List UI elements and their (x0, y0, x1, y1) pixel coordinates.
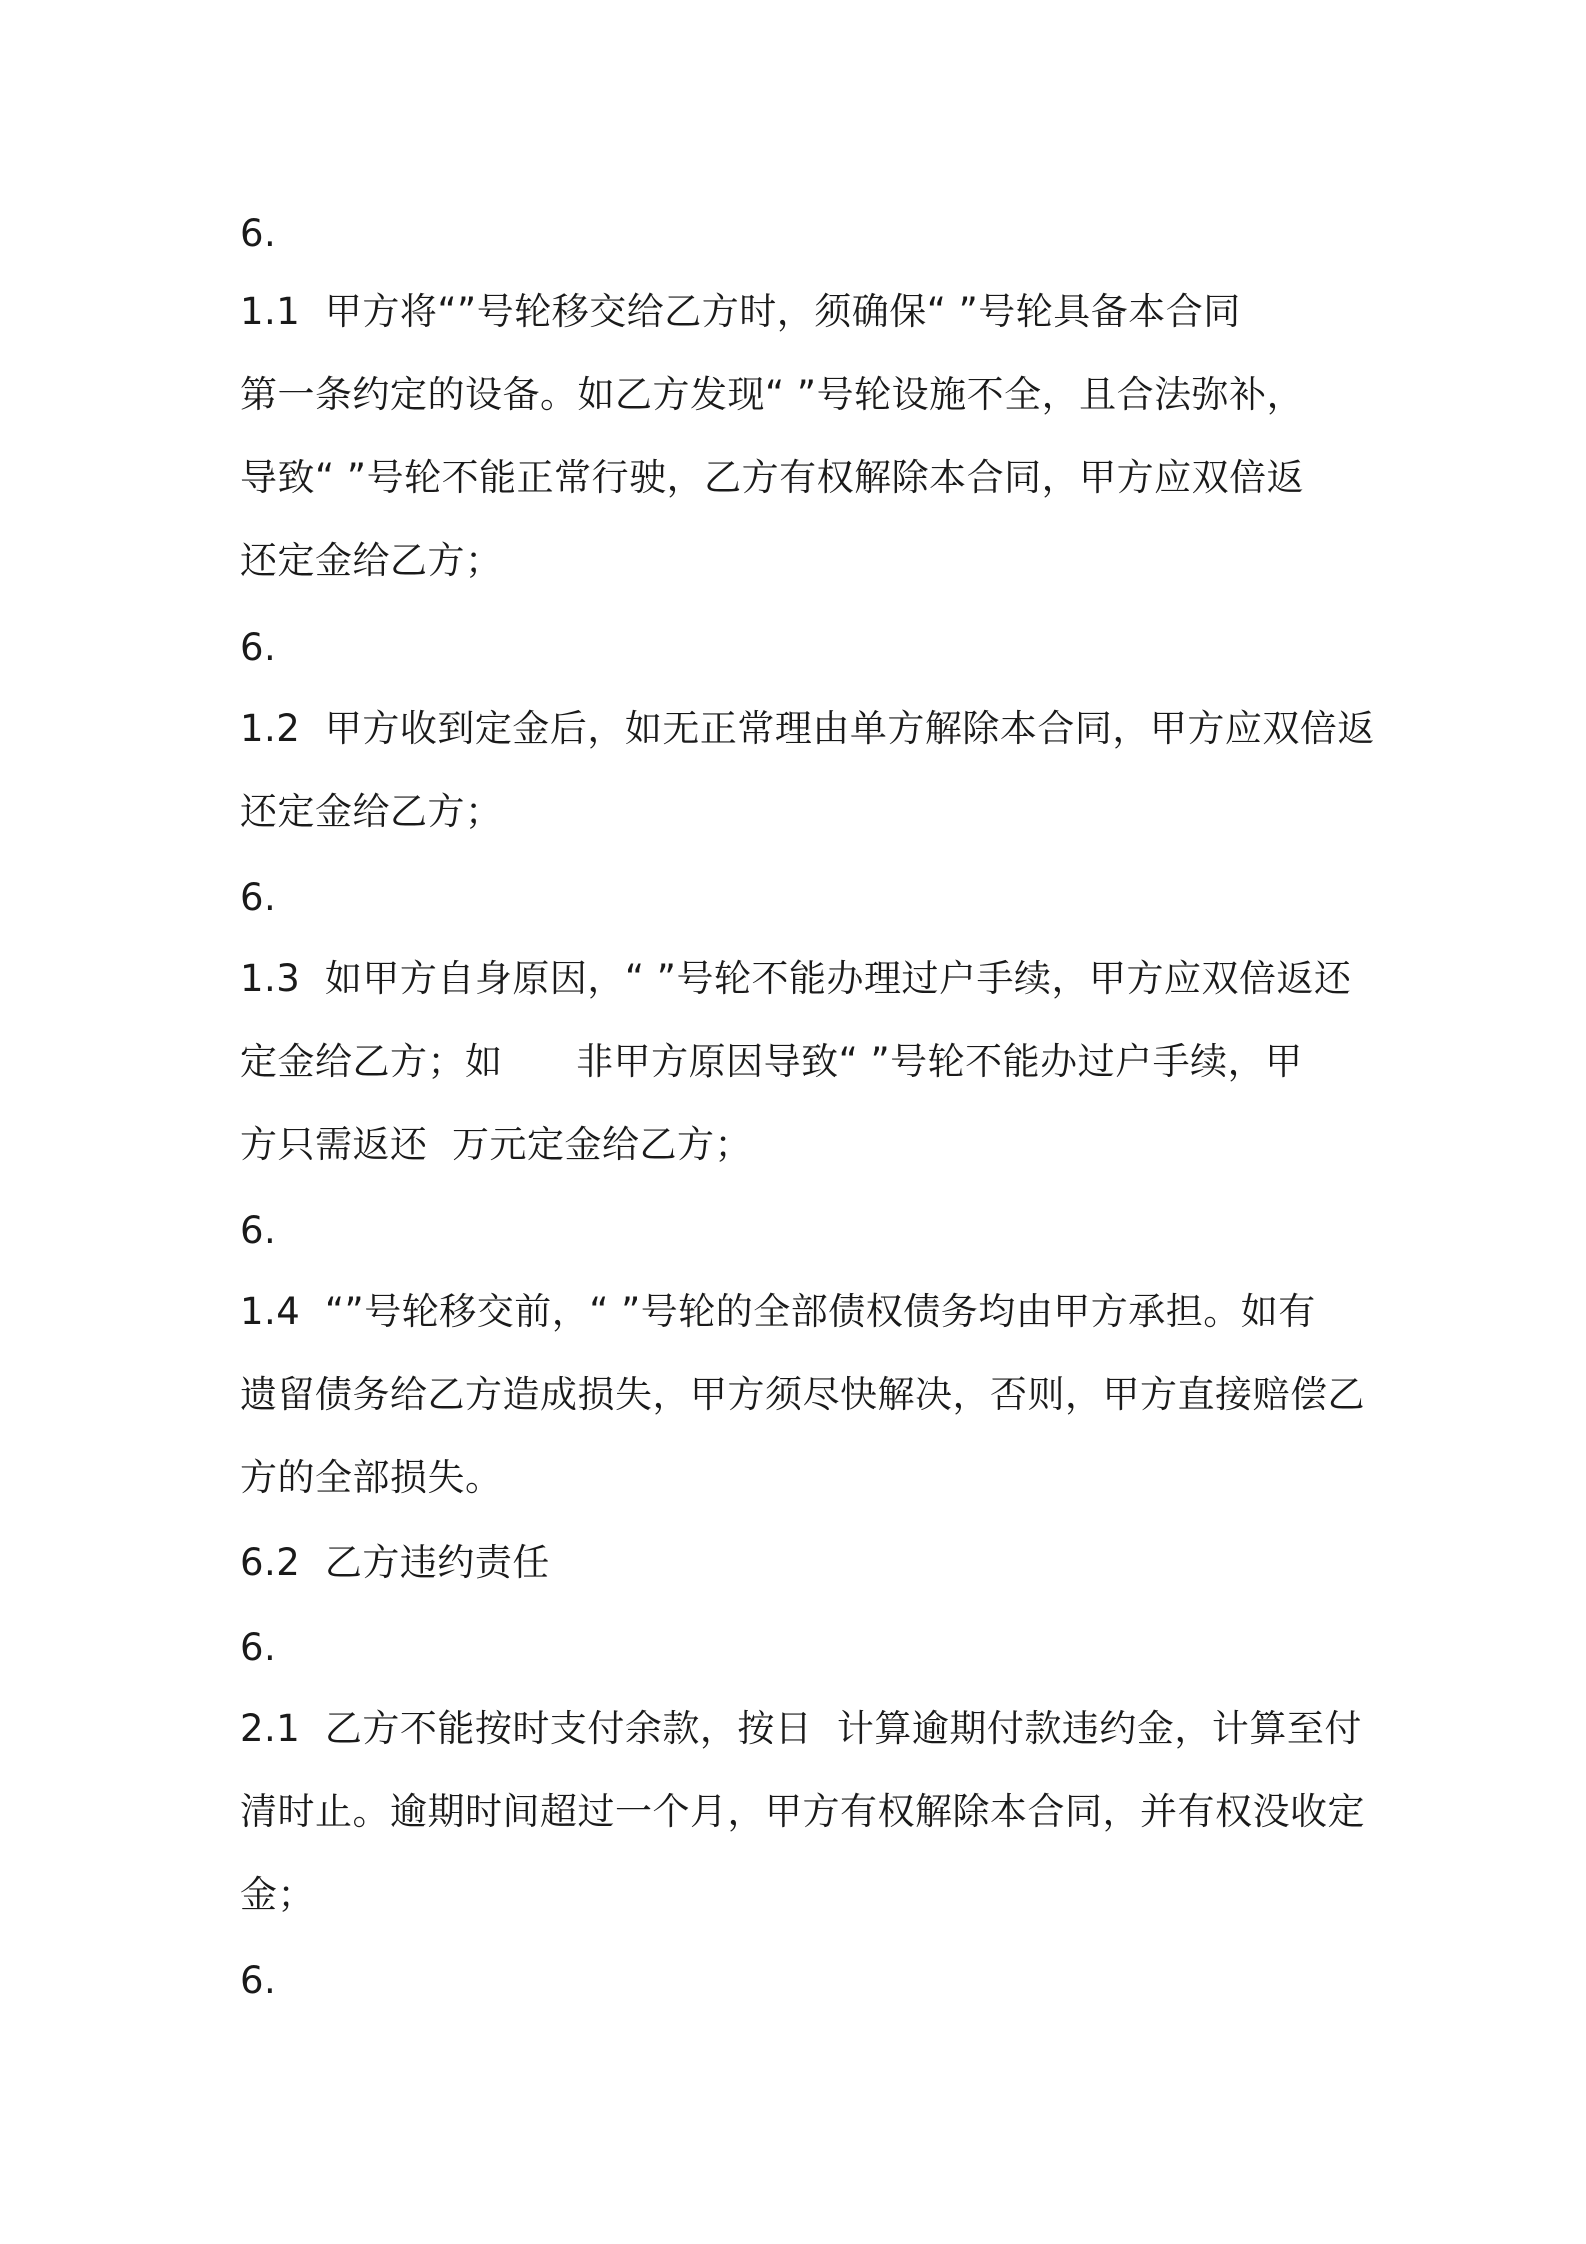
text-line: 6. (240, 212, 277, 255)
text-line: 2.1 乙方不能按时支付余款，按日 计算逾期付款违约金，计算至付 (240, 1707, 1362, 1750)
text-line: 6. (240, 1959, 277, 2002)
text-line: 6. (240, 1209, 277, 1252)
text-line: 清时止。逾期时间超过一个月，甲方有权解除本合同，并有权没收定 (240, 1790, 1365, 1833)
text-line: 1.2 甲方收到定金后，如无正常理由单方解除本合同，甲方应双倍返 (240, 707, 1375, 750)
text-line: 6. (240, 876, 277, 919)
text-line: 定金给乙方；如 非甲方原因导致“ ”号轮不能办过户手续，甲 (240, 1040, 1303, 1083)
text-line: 6. (240, 1626, 277, 1669)
text-line: 1.1 甲方将“”号轮移交给乙方时，须确保“ ”号轮具备本合同 (240, 290, 1241, 333)
text-line: 导致“ ”号轮不能正常行驶，乙方有权解除本合同，甲方应双倍返 (240, 456, 1305, 499)
text-line: 第一条约定的设备。如乙方发现“ ”号轮设施不全，且合法弥补， (240, 373, 1305, 416)
text-line: 还定金给乙方； (240, 790, 503, 833)
text-line: 还定金给乙方； (240, 539, 503, 582)
text-line: 方只需返还 万元定金给乙方； (240, 1123, 753, 1166)
text-line: 1.4 “”号轮移交前，“ ”号轮的全部债权债务均由甲方承担。如有 (240, 1290, 1316, 1333)
text-line: 方的全部损失。 (240, 1456, 503, 1499)
section-heading: 6.2 乙方违约责任 (240, 1541, 550, 1584)
text-line: 金； (240, 1873, 315, 1916)
text-line: 遗留债务给乙方造成损失，甲方须尽快解决，否则，甲方直接赔偿乙 (240, 1373, 1365, 1416)
text-line: 1.3 如甲方自身原因，“ ”号轮不能办理过户手续，甲方应双倍返还 (240, 957, 1352, 1000)
text-line: 6. (240, 626, 277, 669)
